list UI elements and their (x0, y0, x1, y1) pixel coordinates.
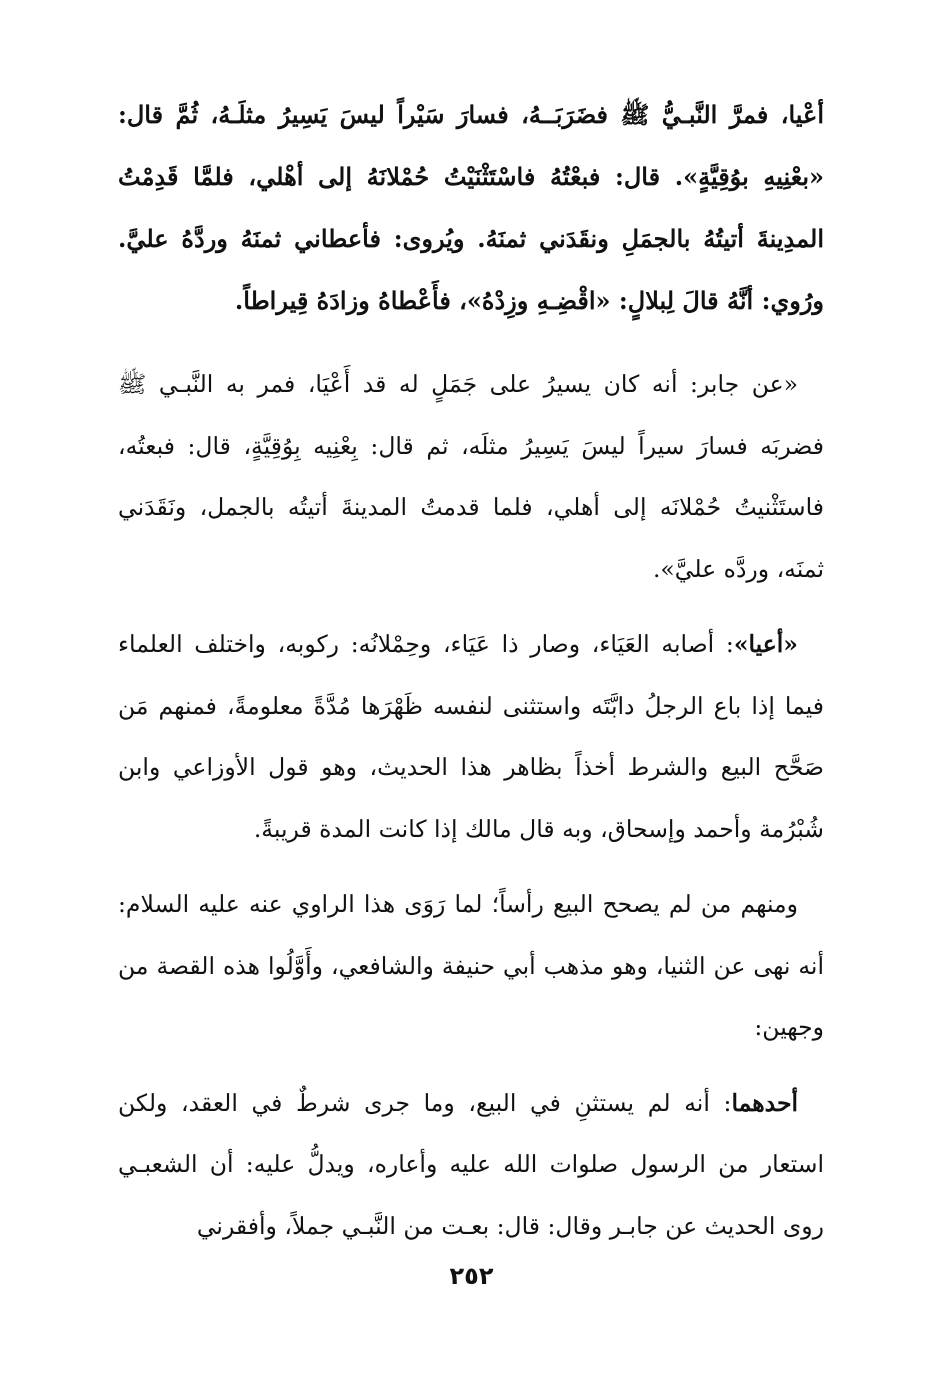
narration-quote: «عن جابر: أنه كان يسيرُ على جَمَلٍ له قد أَعْيَا، فمر به النَّبـي ﷺ فضربَه فسارَ سيراً ليسَ يَسِيرُ مثلَه، ثم قال: بِعْنِيه بِوُقِيَّةٍ، قال: فبعتُه، فاستَثْنيتُ حُمْلانَه إلى أهلي، فلما قدمتُ المدينةَ أتيتُه بالجمل، ونَقَدَني ثمنَه، وردَّه عليَّ». (118, 370, 824, 583)
commentary-first-interpretation (118, 1073, 824, 1258)
commentary-opinion: ومنهم من لم يصحح البيع رأساً؛ لما رَوَى هذا الراوي عنه عليه السلام: أنه نهى عن الثنيا، وهو مذهب أبي حنيفة والشافعي، وأَوَّلُوا هذه القصة من وجهين: (118, 890, 824, 1041)
page-number: ٢٥٢ (449, 1262, 494, 1290)
page-body (118, 84, 824, 1257)
hadith-text: أعْيا، فمرَّ النَّبـيُّ ﷺ فضَرَبَــهُ، فسارَ سَيْراً ليسَ يَسِيرُ مثلَـهُ، ثُمَّ قال: «بعْنِيهِ بوُقِيَّةٍ». قال: فبعْتُهُ فاسْتَثْنَيْتُ حُمْلانَهُ إلى أهْلي، فلمَّا قَدِمْتُ المدِينةَ أتيتُهُ بالجمَلِ ونقَدَني ثمنَهُ. ويُروى: فأعطاني ثمنَهُ وردَّهُ عليَّ. ورُوي: أنَّهُ قالَ لِبلالٍ: «اقْضِـهِ وزِدْهُ»، فأَعْطاهُ وزادَهُ قِيراطاً. (118, 100, 824, 315)
commentary-aya (118, 614, 824, 860)
term-aya: «أعيا» (733, 630, 798, 658)
commentary-aya-text: : أصابه العَيَاء، وصار ذا عَيَاء، وحِمْلانُه: ركوبه، واختلف العلماء فيما إذا باع الرجلُ دابَّتَه واستثنى لنفسه ظَهْرَها مُدَّةً معلومةً، فمنهم مَن صَحَّح البيع والشرط أخذاً بظاهر هذا الحديث، وهو قول الأوزاعي وابن شُبْرُمة وأحمد وإسحاق، وبه قال مالك إذا كانت المدة قريبةً. (118, 630, 824, 843)
term-first: أحدهما (731, 1088, 798, 1117)
commentary-first-text: : أنه لم يستثنِ في البيع، وما جرى شرطٌ في العقد، ولكن استعار من الرسول صلوات الله عليه وأعاره، ويدلُّ عليه: أن الشعبـي روى الحديث عن جابـر وقال: قال: بعـت من النَّبـي جملاً، وأفقرني (118, 1088, 824, 1240)
